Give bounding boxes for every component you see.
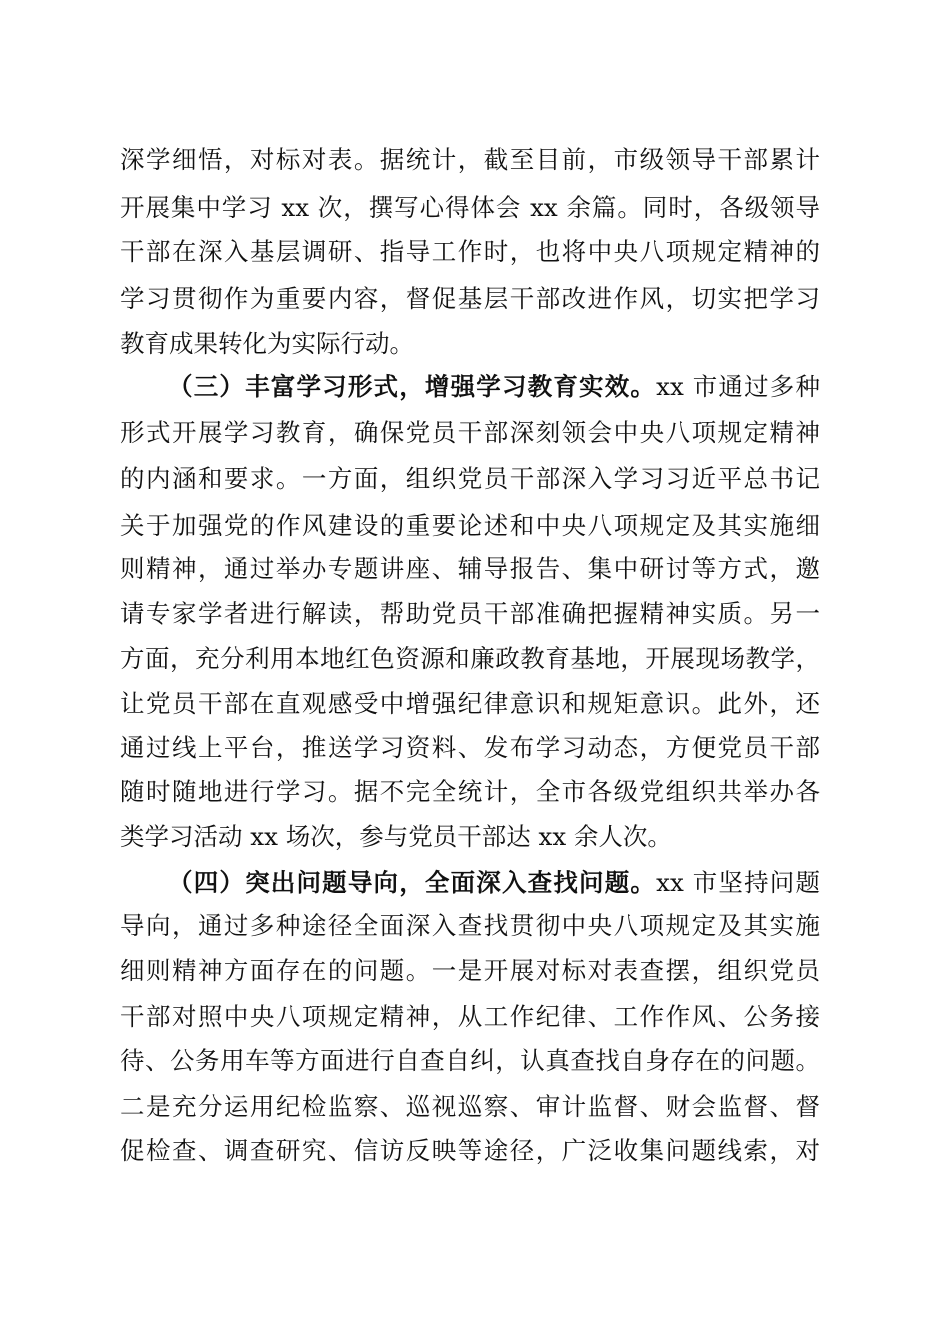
text-line: 干部在深入基层调研、指导工作时，也将中央八项规定精神的 <box>120 237 820 266</box>
text-line: 学习贯彻作为重要内容，督促基层干部改进作风，切实把学习 <box>120 284 820 313</box>
text-line: 促检查、调查研究、信访反映等途径，广泛收集问题线索，对 <box>120 1136 820 1165</box>
section-4-heading: （四）突出问题导向，全面深入查找问题。 <box>168 868 657 897</box>
text-line: 二是充分运用纪检监察、巡视巡察、审计监督、财会监督、督 <box>120 1092 820 1121</box>
text-line: 则精神，通过举办专题讲座、辅导报告、集中研讨等方式，邀 <box>120 554 820 583</box>
text-line: 深学细悟，对标对表。据统计，截至目前，市级领导干部累计 <box>120 145 820 174</box>
text-line: 请专家学者进行解读，帮助党员干部准确把握精神实质。另一 <box>120 599 820 628</box>
text-line: 导向，通过多种途径全面深入查找贯彻中央八项规定及其实施 <box>120 911 820 940</box>
text-line: 通过线上平台，推送学习资料、发布学习动态，方便党员干部 <box>120 733 820 762</box>
section-4-first-line <box>168 868 820 898</box>
section-3-heading: （三）丰富学习形式，增强学习教育实效。 <box>168 372 657 401</box>
text-line: 方面，充分利用本地红色资源和廉政教育基地，开展现场教学， <box>120 644 820 673</box>
text-line: 让党员干部在直观感受中增强纪律意识和规矩意识。此外，还 <box>120 689 820 718</box>
text-line: 类学习活动 xx 场次，参与党员干部达 xx 余人次。 <box>120 822 672 851</box>
section-3-first-line-rest: xx 市通过多种 <box>656 372 821 401</box>
text-line: 形式开展学习教育，确保党员干部深刻领会中央八项规定精神 <box>120 418 820 447</box>
text-line: 开展集中学习 xx 次，撰写心得体会 xx 余篇。同时，各级领导 <box>120 193 820 222</box>
text-line: 教育成果转化为实际行动。 <box>120 329 414 358</box>
text-line: 细则精神方面存在的问题。一是开展对标对表查摆，组织党员 <box>120 956 820 985</box>
text-line: 随时随地进行学习。据不完全统计，全市各级党组织共举办各 <box>120 777 820 806</box>
section-4-first-line-rest: xx 市坚持问题 <box>656 868 821 897</box>
text-line: 干部对照中央八项规定精神，从工作纪律、工作作风、公务接 <box>120 1002 820 1031</box>
text-line: 关于加强党的作风建设的重要论述和中央八项规定及其实施细 <box>120 511 820 540</box>
text-line: 的内涵和要求。一方面，组织党员干部深入学习习近平总书记 <box>120 464 820 493</box>
text-line: 待、公务用车等方面进行自查自纠，认真查找自身存在的问题。 <box>120 1046 820 1075</box>
section-3-first-line <box>168 372 820 402</box>
